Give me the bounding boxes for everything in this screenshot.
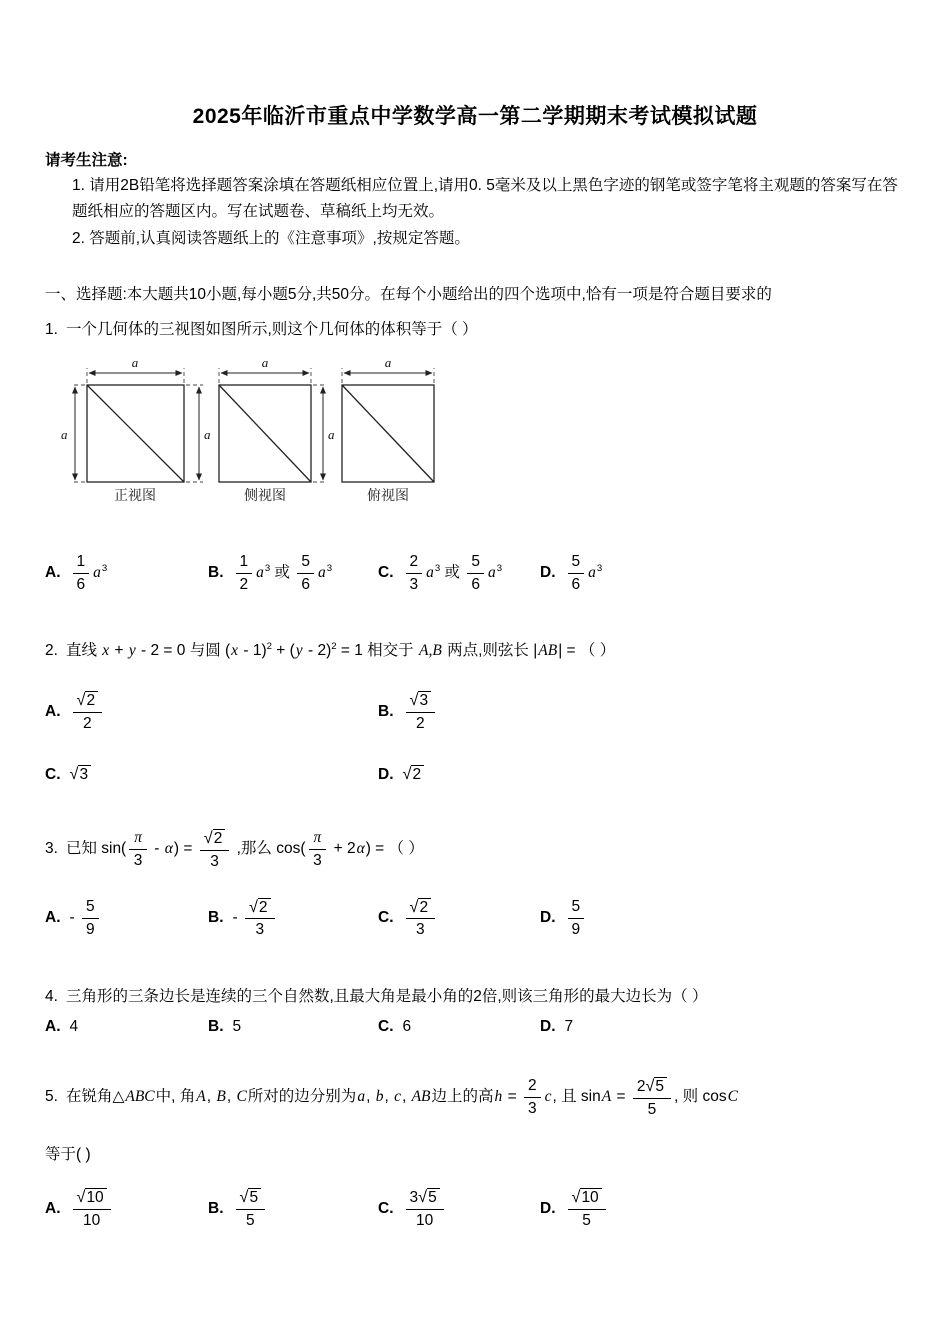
option-value: - √ 2 3 xyxy=(233,909,278,926)
dim-label-a: a xyxy=(61,426,68,442)
option-value: $\frac{1}{2}$ $a^3$ 或 $\frac{5}{6}$ $a^3$ xyxy=(233,564,333,581)
option-value: √ 2 2 xyxy=(70,703,106,720)
dim-label-a: a xyxy=(261,354,269,370)
option-label: A. xyxy=(45,1017,61,1035)
option-5A xyxy=(45,1187,208,1230)
option-value: 5 xyxy=(232,1017,242,1035)
option-1A xyxy=(45,552,208,594)
view-label-front: 正视图 xyxy=(114,486,156,503)
option-label: B. xyxy=(378,702,394,720)
option-value: $\frac{1}{6}$ $a^3$ xyxy=(70,564,108,581)
question-5-text: 在锐角△ABC中, 角A, B, C所对的边分别为a, b, c, AB边上的高h = $\frac{2}{3}$ c, 且 sinA = 2 √ 5 5 , 则 cosC xyxy=(65,1076,738,1118)
option-value: √ 5 5 xyxy=(233,1200,269,1217)
option-2A xyxy=(45,690,378,733)
question-1-stem xyxy=(45,318,905,343)
option-label: B. xyxy=(208,1017,224,1035)
option-label: C. xyxy=(378,1199,394,1217)
three-view-diagram-svg xyxy=(59,355,437,505)
candidate-notice xyxy=(45,148,905,252)
option-label: B. xyxy=(208,908,224,926)
side-view-diagonal xyxy=(219,385,311,482)
question-2-text: 直线 x + y - 2 = 0 与圆 (x - 1)$^2$ + (y - 2)$^2$ = 1 相交于 A,B 两点,则弦长 |AB| = （ ） xyxy=(65,641,616,660)
option-label: D. xyxy=(540,908,556,926)
dim-label-a: a xyxy=(204,426,211,442)
option-2D xyxy=(378,765,735,784)
page-title: 2025年临沂市重点中学数学高一第二学期期末考试模拟试题 xyxy=(192,105,758,128)
question-1 xyxy=(45,318,905,593)
option-value: $\frac{5}{6}$ $a^3$ xyxy=(565,564,603,581)
section-header: 一、选择题:本大题共10小题,每小题5分,共50分。在每个小题给出的四个选项中,恰有一项是符合题目要求的 xyxy=(45,286,772,304)
question-3-text: 已知 sin( $\frac{\pi}{3}$ - α) = √ 2 3 ,那么 cos( $\frac{\pi}{3}$ + 2α) = （ ） xyxy=(65,828,424,870)
option-value: 6 xyxy=(402,1017,412,1035)
option-value: √ 2 3 xyxy=(403,909,439,926)
option-3A xyxy=(45,897,208,939)
question-2-number: 2. xyxy=(45,642,58,660)
option-value: √ 10 5 xyxy=(565,1200,609,1217)
option-label: A. xyxy=(45,702,61,720)
view-label-top: 俯视图 xyxy=(367,486,409,503)
question-4-options xyxy=(45,1018,735,1036)
option-2B xyxy=(378,690,735,733)
option-value: √ 3 2 xyxy=(403,703,439,720)
question-4 xyxy=(45,985,905,1036)
question-4-number: 4. xyxy=(45,988,58,1006)
notice-header: 请考生注意: xyxy=(45,152,128,169)
option-3B xyxy=(208,897,378,940)
question-5-options xyxy=(45,1187,735,1230)
option-3C xyxy=(378,897,540,940)
option-4B xyxy=(208,1018,378,1036)
question-5-stem xyxy=(45,1076,905,1119)
front-view-diagonal xyxy=(87,385,184,482)
question-3 xyxy=(45,828,905,939)
question-5-number: 5. xyxy=(45,1088,58,1106)
option-4A xyxy=(45,1018,208,1036)
question-2 xyxy=(45,639,905,783)
dim-label-a: a xyxy=(328,426,335,442)
option-label: D. xyxy=(540,563,556,581)
question-5 xyxy=(45,1076,905,1230)
notice-item-2: 2. 答题前,认真阅读答题纸上的《注意事项》,按规定答题。 xyxy=(72,229,470,247)
option-label: B. xyxy=(208,1199,224,1217)
option-value: 3 √ 5 10 xyxy=(403,1200,447,1217)
option-label: C. xyxy=(378,1017,394,1035)
option-value: √ 2 xyxy=(403,766,425,783)
option-value: √ 3 xyxy=(70,766,92,783)
question-3-stem xyxy=(45,828,905,871)
three-view-diagram xyxy=(59,355,905,510)
dim-label-a: a xyxy=(131,354,139,370)
option-label: D. xyxy=(540,1017,556,1035)
option-3D xyxy=(540,897,735,939)
view-label-side: 侧视图 xyxy=(244,486,286,503)
option-1B xyxy=(208,552,378,594)
option-label: A. xyxy=(45,908,61,926)
question-5-stem-continued: 等于( ) xyxy=(45,1145,91,1163)
option-label: C. xyxy=(378,908,394,926)
option-label: C. xyxy=(378,563,394,581)
option-value: √ 10 10 xyxy=(70,1200,114,1217)
question-2-options xyxy=(45,690,735,784)
option-value: $\frac{5}{9}$ xyxy=(565,909,588,926)
option-label: B. xyxy=(208,563,224,581)
option-value: 7 xyxy=(564,1017,574,1035)
option-4D xyxy=(540,1018,735,1036)
option-label: A. xyxy=(45,563,61,581)
question-4-stem xyxy=(45,985,905,1010)
question-1-options xyxy=(45,552,735,594)
question-1-number: 1. xyxy=(45,321,58,339)
option-4C xyxy=(378,1018,540,1036)
question-2-stem xyxy=(45,639,905,664)
top-view-diagonal xyxy=(342,385,434,482)
option-1C xyxy=(378,552,540,594)
dim-label-a: a xyxy=(384,354,392,370)
notice-item-1: 1. 请用2B铅笔将选择题答案涂填在答题纸相应位置上,请用0. 5毫米及以上黑色字迹的钢笔或签字笔将主观题的答案写在答题纸相应的答题区内。写在试题卷、草稿纸上均无效。 xyxy=(72,177,898,221)
option-value: - $\frac{5}{9}$ xyxy=(70,909,102,926)
option-5D xyxy=(540,1187,735,1230)
option-value: $\frac{2}{3}$ $a^3$ 或 $\frac{5}{6}$ $a^3$ xyxy=(403,564,503,581)
option-5B xyxy=(208,1187,378,1230)
option-5C xyxy=(378,1187,540,1230)
question-1-text: 一个几何体的三视图如图所示,则这个几何体的体积等于（ ） xyxy=(65,321,478,339)
option-label: A. xyxy=(45,1199,61,1217)
question-3-options xyxy=(45,897,735,940)
option-label: C. xyxy=(45,765,61,783)
question-3-number: 3. xyxy=(45,840,58,858)
option-2C xyxy=(45,765,378,784)
option-label: D. xyxy=(540,1199,556,1217)
option-value: 4 xyxy=(69,1017,79,1035)
option-1D xyxy=(540,552,735,594)
option-label: D. xyxy=(378,765,394,783)
question-4-text: 三角形的三条边长是连续的三个自然数,且最大角是最小角的2倍,则该三角形的最大边长为（ ） xyxy=(65,988,708,1006)
